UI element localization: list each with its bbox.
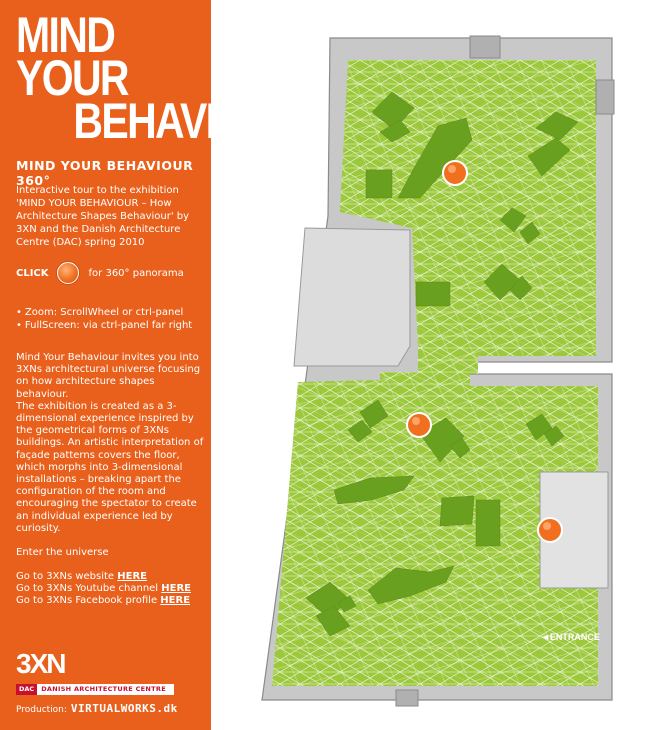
production-credit — [16, 702, 178, 715]
click-label: CLICK — [16, 267, 49, 279]
production-label: Production: — [16, 705, 67, 715]
link-row-website — [16, 571, 191, 583]
panel-title: MIND YOUR BEHAVIOUR 360° — [16, 158, 194, 188]
website-link[interactable]: HERE — [117, 571, 148, 582]
tip-zoom: • Zoom: ScrollWheel or ctrl-panel — [16, 306, 192, 319]
dac-short: DAC — [16, 684, 37, 695]
link-row-facebook — [16, 595, 191, 607]
description-paragraph-2: The exhibition is created as a 3-dimensional experience inspired by the geometrical forms of 3XNs buildings. An artistic interpretation of façade patterns covers the floor, which morphs into 3-dimensional installations – breaking apart the configuration of the room and encouraging the spectator to create an individual experience led by curiosity. — [16, 400, 204, 534]
panorama-hotspot-2[interactable] — [407, 413, 431, 437]
mind-your-behaviour-logo — [16, 7, 302, 149]
facebook-link[interactable]: HERE — [160, 595, 191, 607]
tip-fullscreen: • FullScreen: via ctrl-panel far right — [16, 319, 192, 332]
wall-notch-right — [596, 80, 614, 114]
corridor-area — [294, 228, 410, 366]
link-text-website: Go to 3XNs website — [16, 571, 115, 582]
3xn-logo: 3XN — [16, 648, 65, 679]
production-name: VIRTUALWORKS.dk — [70, 702, 178, 715]
entrance-label: ◄ENTRANCE — [541, 632, 600, 642]
sidebar — [0, 0, 302, 730]
youtube-link[interactable]: HERE — [161, 583, 192, 595]
link-text-facebook: Go to 3XNs Facebook profile — [16, 595, 158, 607]
intro-text: Interactive tour to the exhibition 'MIND YOUR BEHAVIOUR – How Architecture Shapes Behaviour' by 3XN and the Danish Architecture Centre (DAC) spring 2010 — [16, 185, 190, 248]
wall-notch-bottom — [396, 690, 418, 706]
click-suffix: for 360° panorama — [88, 267, 184, 279]
link-text-youtube: Go to 3XNs Youtube channel — [16, 583, 159, 595]
description — [16, 352, 206, 535]
wall-notch-top — [470, 36, 500, 58]
logo-line-1: MIND YOUR — [16, 7, 128, 106]
panorama-hotspot-1[interactable] — [443, 161, 467, 185]
click-hint — [16, 262, 184, 284]
link-row-youtube — [16, 583, 191, 595]
floor-plan-map[interactable] — [211, 0, 645, 730]
dac-logo — [16, 684, 174, 695]
dac-full: DANISH ARCHITECTURE CENTRE — [41, 685, 166, 693]
enter-universe-text: Enter the universe — [16, 547, 109, 558]
tips-list — [16, 306, 192, 332]
external-links — [16, 571, 191, 608]
hotspot-icon — [57, 262, 79, 284]
panorama-hotspot-3[interactable] — [538, 518, 562, 542]
logo-line-2: BEHAVIOUR — [73, 93, 302, 149]
description-paragraph-1: Mind Your Behaviour invites you into 3XNs architectural universe focusing on how architecture shapes behaviour. — [16, 352, 201, 400]
